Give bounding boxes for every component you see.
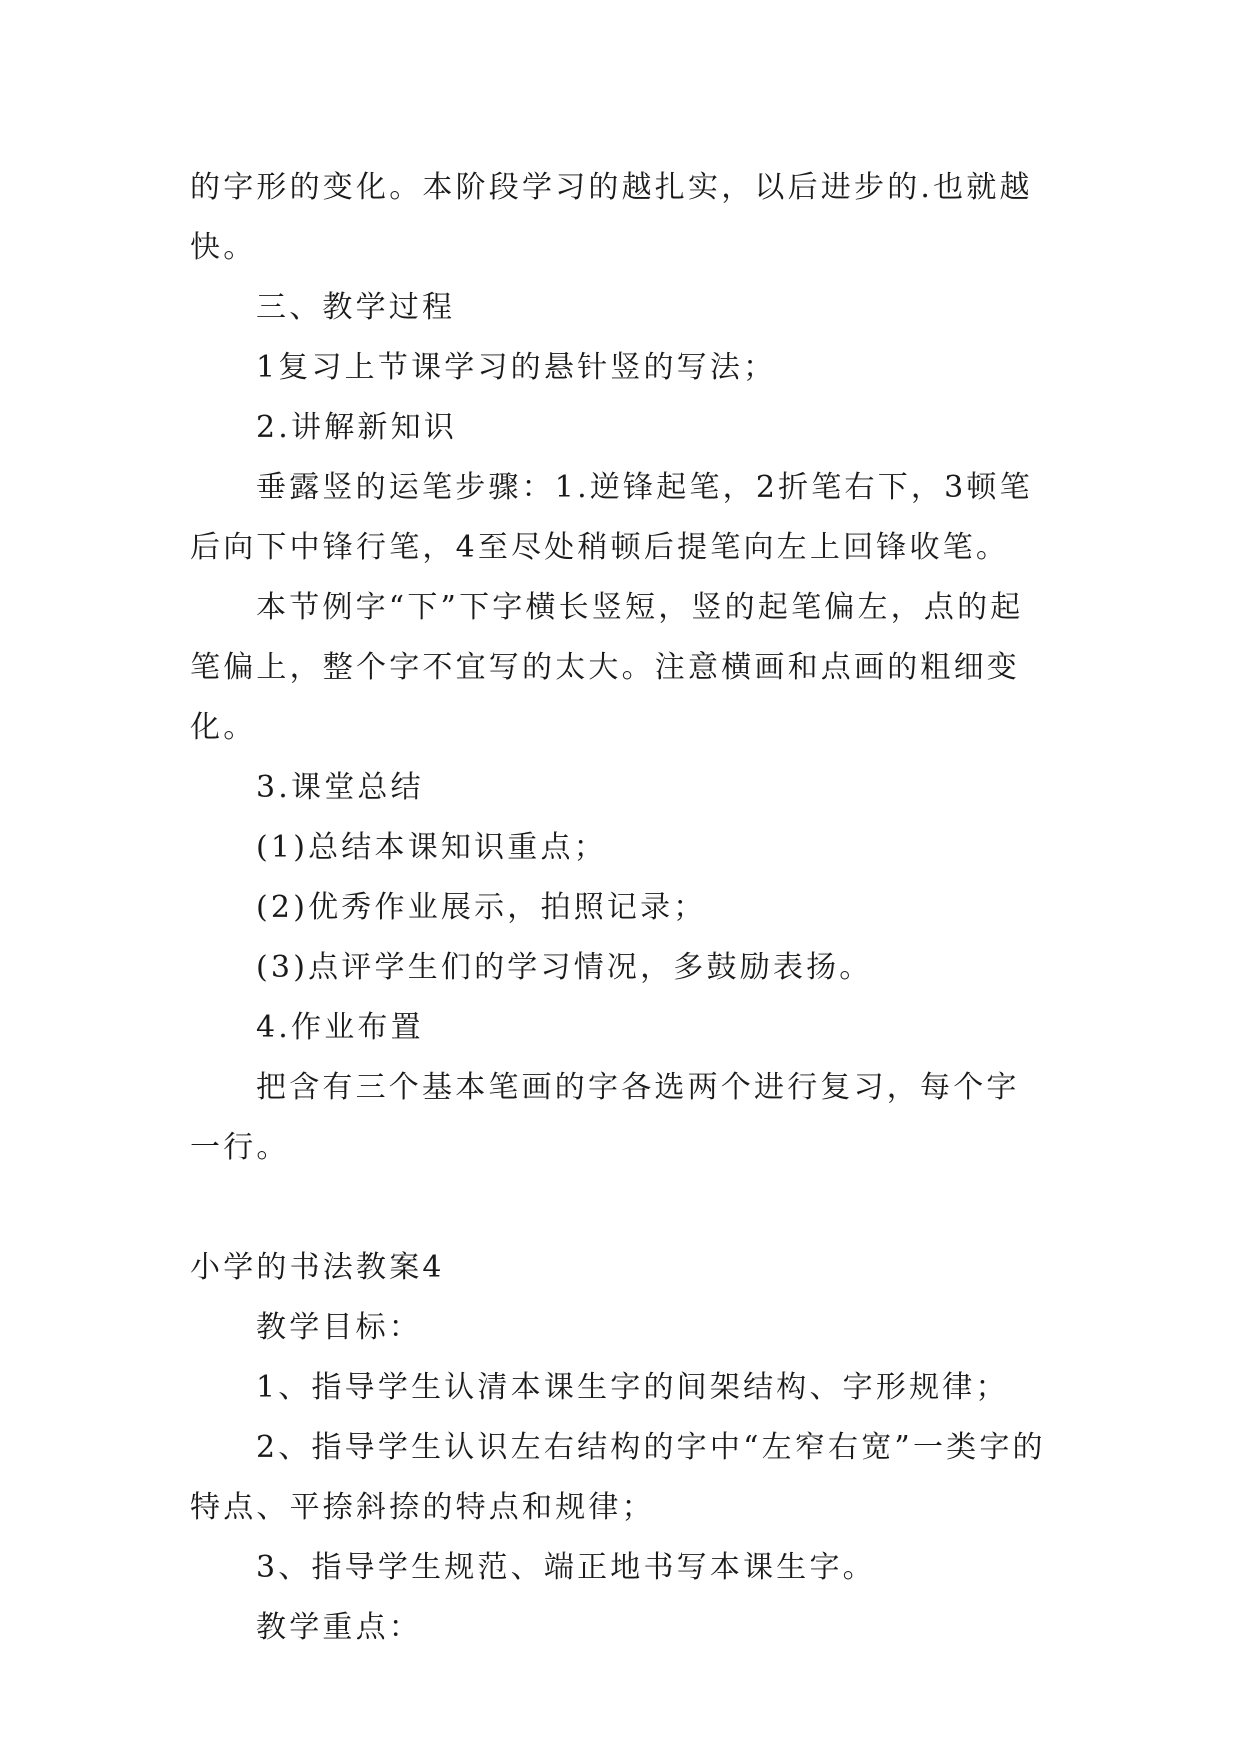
document-body: [190, 158, 1052, 1658]
section-spacer: [190, 1178, 1052, 1238]
paragraph-continuation: 的字形的变化。本阶段学习的越扎实，以后进步的.也就越快。: [190, 170, 1033, 265]
paragraph-summary-1: (1)总结本课知识重点；: [256, 830, 607, 865]
paragraph-goal-2: 2、指导学生认识左右结构的字中“左窄右宽”一类字的特点、平捺斜捺的特点和规律；: [190, 1430, 1046, 1525]
paragraph-goal-3: 3、指导学生规范、端正地书写本课生字。: [256, 1550, 876, 1585]
paragraph-homework-heading: 4.作业布置: [256, 1010, 424, 1045]
paragraph-summary-3: (3)点评学生们的学习情况，多鼓励表扬。: [256, 950, 873, 985]
paragraph-example-character: 本节例字“下”下字横长竖短，竖的起笔偏左，点的起笔偏上，整个字不宜写的太大。注意横画和点画的粗细变化。: [190, 590, 1024, 745]
section-title: 小学的书法教案4: [190, 1250, 445, 1285]
paragraph-class-summary: 3.课堂总结: [256, 770, 424, 805]
paragraph-summary-2: (2)优秀作业展示，拍照记录；: [256, 890, 707, 925]
paragraph-teaching-goals: 教学目标：: [256, 1310, 422, 1345]
paragraph-teaching-focus: 教学重点：: [256, 1610, 422, 1645]
paragraph-stroke-steps: 垂露竖的运笔步骤：1.逆锋起笔，2折笔右下，3顿笔后向下中锋行笔，4至尽处稍顿后提笔向左上回锋收笔。: [190, 470, 1033, 565]
paragraph-goal-1: 1、指导学生认清本课生字的间架结构、字形规律；: [256, 1370, 1009, 1405]
heading-teaching-process: 三、教学过程: [256, 290, 456, 325]
paragraph-homework: 把含有三个基本笔画的字各选两个进行复习，每个字一行。: [190, 1070, 1020, 1165]
paragraph-review: 1复习上节课学习的悬针竖的写法；: [256, 350, 777, 385]
paragraph-new-knowledge: 2.讲解新知识: [256, 410, 458, 445]
